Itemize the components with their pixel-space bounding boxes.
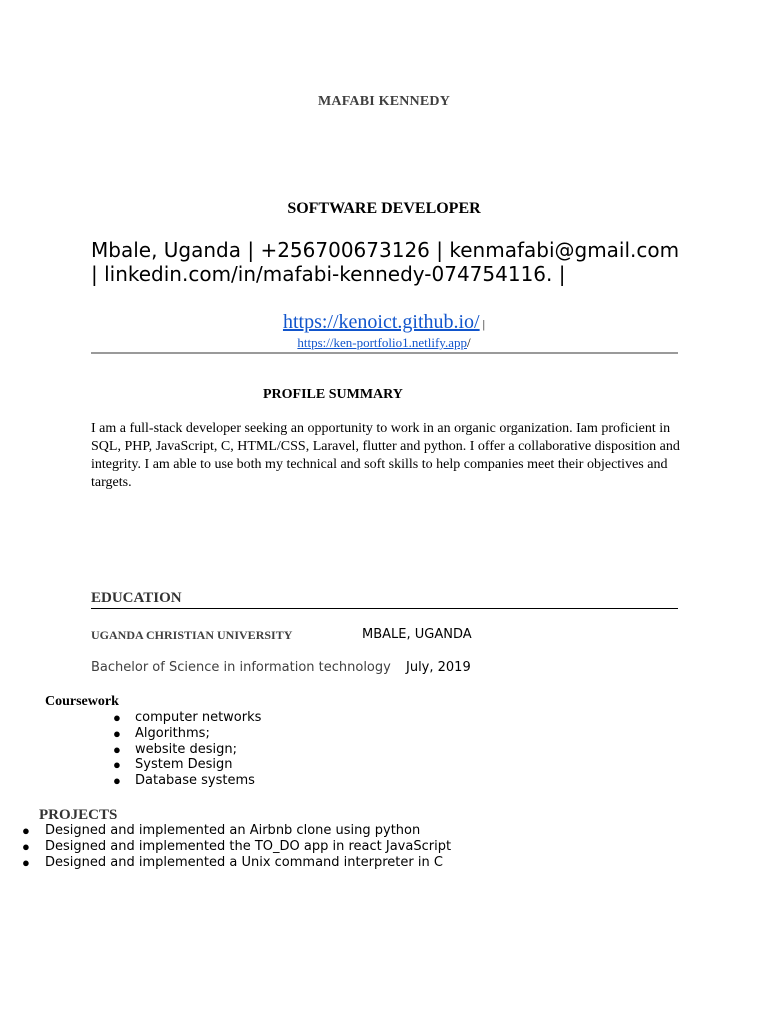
degree-title: Bachelor of Science in information technology	[91, 660, 391, 675]
netlify-link-suffix: /	[466, 335, 471, 350]
bullet-icon: ●	[22, 838, 30, 854]
bullet-icon: ●	[113, 725, 121, 741]
university-location: MBALE, UGANDA	[362, 627, 472, 642]
projects-heading: PROJECTS	[39, 807, 118, 823]
bullet-icon: ●	[22, 823, 30, 838]
coursework-item: computer networks	[135, 710, 262, 725]
resume-name: MAFABI KENNEDY	[317, 94, 451, 109]
portfolio-link-row	[0, 311, 768, 334]
bullet-icon: ●	[113, 757, 121, 773]
netlify-portfolio-link[interactable]: https://ken-portfolio1.netlify.app	[297, 335, 467, 350]
bullet-icon: ●	[113, 710, 121, 725]
university-name: UGANDA CHRISTIAN UNIVERSITY	[91, 628, 293, 642]
header-divider	[91, 352, 678, 354]
link-separator: |	[482, 317, 486, 331]
education-divider	[91, 608, 678, 609]
profile-summary-heading: PROFILE SUMMARY	[263, 387, 403, 402]
bullet-icon: ●	[113, 773, 121, 789]
job-title: SOFTWARE DEVELOPER	[287, 200, 481, 217]
coursework-item: System Design	[135, 757, 233, 773]
coursework-item: website design;	[135, 741, 238, 757]
github-pages-link[interactable]: https://kenoict.github.io/	[282, 311, 480, 333]
bullet-icon: ●	[113, 741, 121, 757]
bullet-icon: ●	[22, 854, 30, 870]
profile-summary-text: I am a full-stack developer seeking an opportunity to work in an organic organization. Iam proficient in SQL, PHP, JavaScript, C, HTML/CSS, Laravel, flutter and python. I offer a collaborative disposition and integrity. I am able to use both my technical and soft skills to help companies meet their objectives and targets.	[91, 421, 680, 490]
project-item: Designed and implemented the TO_DO app in react JavaScript	[45, 838, 452, 854]
netlify-link-row	[0, 335, 768, 351]
coursework-item: Algorithms;	[135, 725, 210, 741]
contact-info: Mbale, Uganda | +256700673126 | kenmafabi@gmail.com | linkedin.com/in/mafabi-kennedy-074754116. |	[91, 238, 680, 286]
graduation-date: July, 2019	[406, 660, 471, 675]
education-heading: EDUCATION	[91, 590, 182, 606]
coursework-item: Database systems	[135, 773, 255, 789]
project-item: Designed and implemented a Unix command interpreter in C	[45, 854, 443, 870]
project-item: Designed and implemented an Airbnb clone using python	[45, 823, 421, 838]
coursework-heading: Coursework	[45, 694, 119, 709]
